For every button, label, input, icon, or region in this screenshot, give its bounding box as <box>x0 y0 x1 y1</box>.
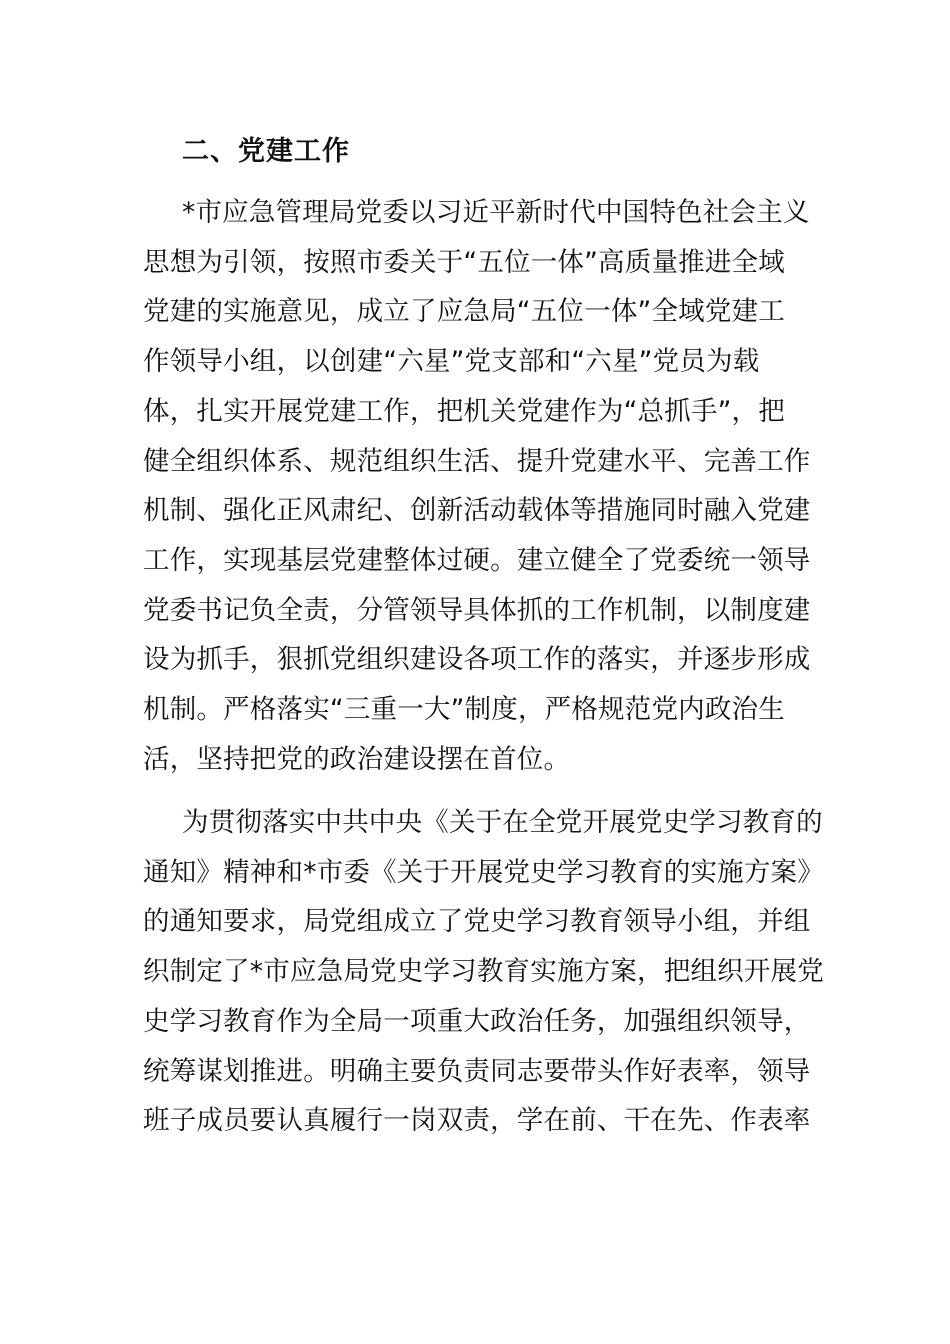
paragraph-line: 机制、强化正风肃纪、创新活动载体等措施同时融入党建 <box>143 495 811 527</box>
paragraph-line: 健全组织体系、规范组织生活、提升党建水平、完善工作 <box>143 445 811 477</box>
paragraph-line: 设为抓手，狠抓党组织建设各项工作的落实，并逐步形成 <box>143 644 811 676</box>
paragraph-party-building <box>143 188 823 784</box>
paragraph-line: 作领导小组，以创建“六星”党支部和“六星”党员为载 <box>143 346 760 378</box>
paragraph-line: 通知》精神和*市委《关于开展党史学习教育的实施方案》 <box>143 856 824 888</box>
paragraph-line: 史学习教育作为全局一项重大政治任务，加强组织领导， <box>143 1005 811 1037</box>
paragraph-line: 活，坚持把党的政治建设摆在首位。 <box>143 743 571 775</box>
paragraph-line: 党建的实施意见，成立了应急局“五位一体”全域党建工 <box>143 296 785 328</box>
paragraph-line: 织制定了*市应急局党史学习教育实施方案，把组织开展党 <box>143 956 824 988</box>
paragraph-party-history-education <box>143 798 823 1146</box>
paragraph-line: 统筹谋划推进。明确主要负责同志要带头作好表率，领导 <box>143 1055 811 1087</box>
paragraph-line: 的通知要求，局党组成立了党史学习教育领导小组，并组 <box>143 906 811 938</box>
paragraph-line: 机制。严格落实“三重一大”制度，严格规范党内政治生 <box>143 694 785 726</box>
paragraph-line: *市应急管理局党委以习近平新时代中国特色社会主义 <box>182 197 810 228</box>
paragraph-line: 思想为引领，按照市委关于“五位一体”高质量推进全域 <box>143 246 785 278</box>
paragraph-line: 工作，实现基层党建整体过硬。建立健全了党委统一领导 <box>143 544 811 576</box>
section-heading: 二、党建工作 <box>182 136 350 167</box>
paragraph-line: 党委书记负全责，分管领导具体抓的工作机制，以制度建 <box>143 594 811 626</box>
paragraph-line: 为贯彻落实中共中央《关于在全党开展党史学习教育的 <box>182 807 823 838</box>
paragraph-line: 班子成员要认真履行一岗双责，学在前、干在先、作表率 <box>143 1105 811 1137</box>
paragraph-line: 体，扎实开展党建工作，把机关党建作为“总抓手”，把 <box>143 395 785 427</box>
